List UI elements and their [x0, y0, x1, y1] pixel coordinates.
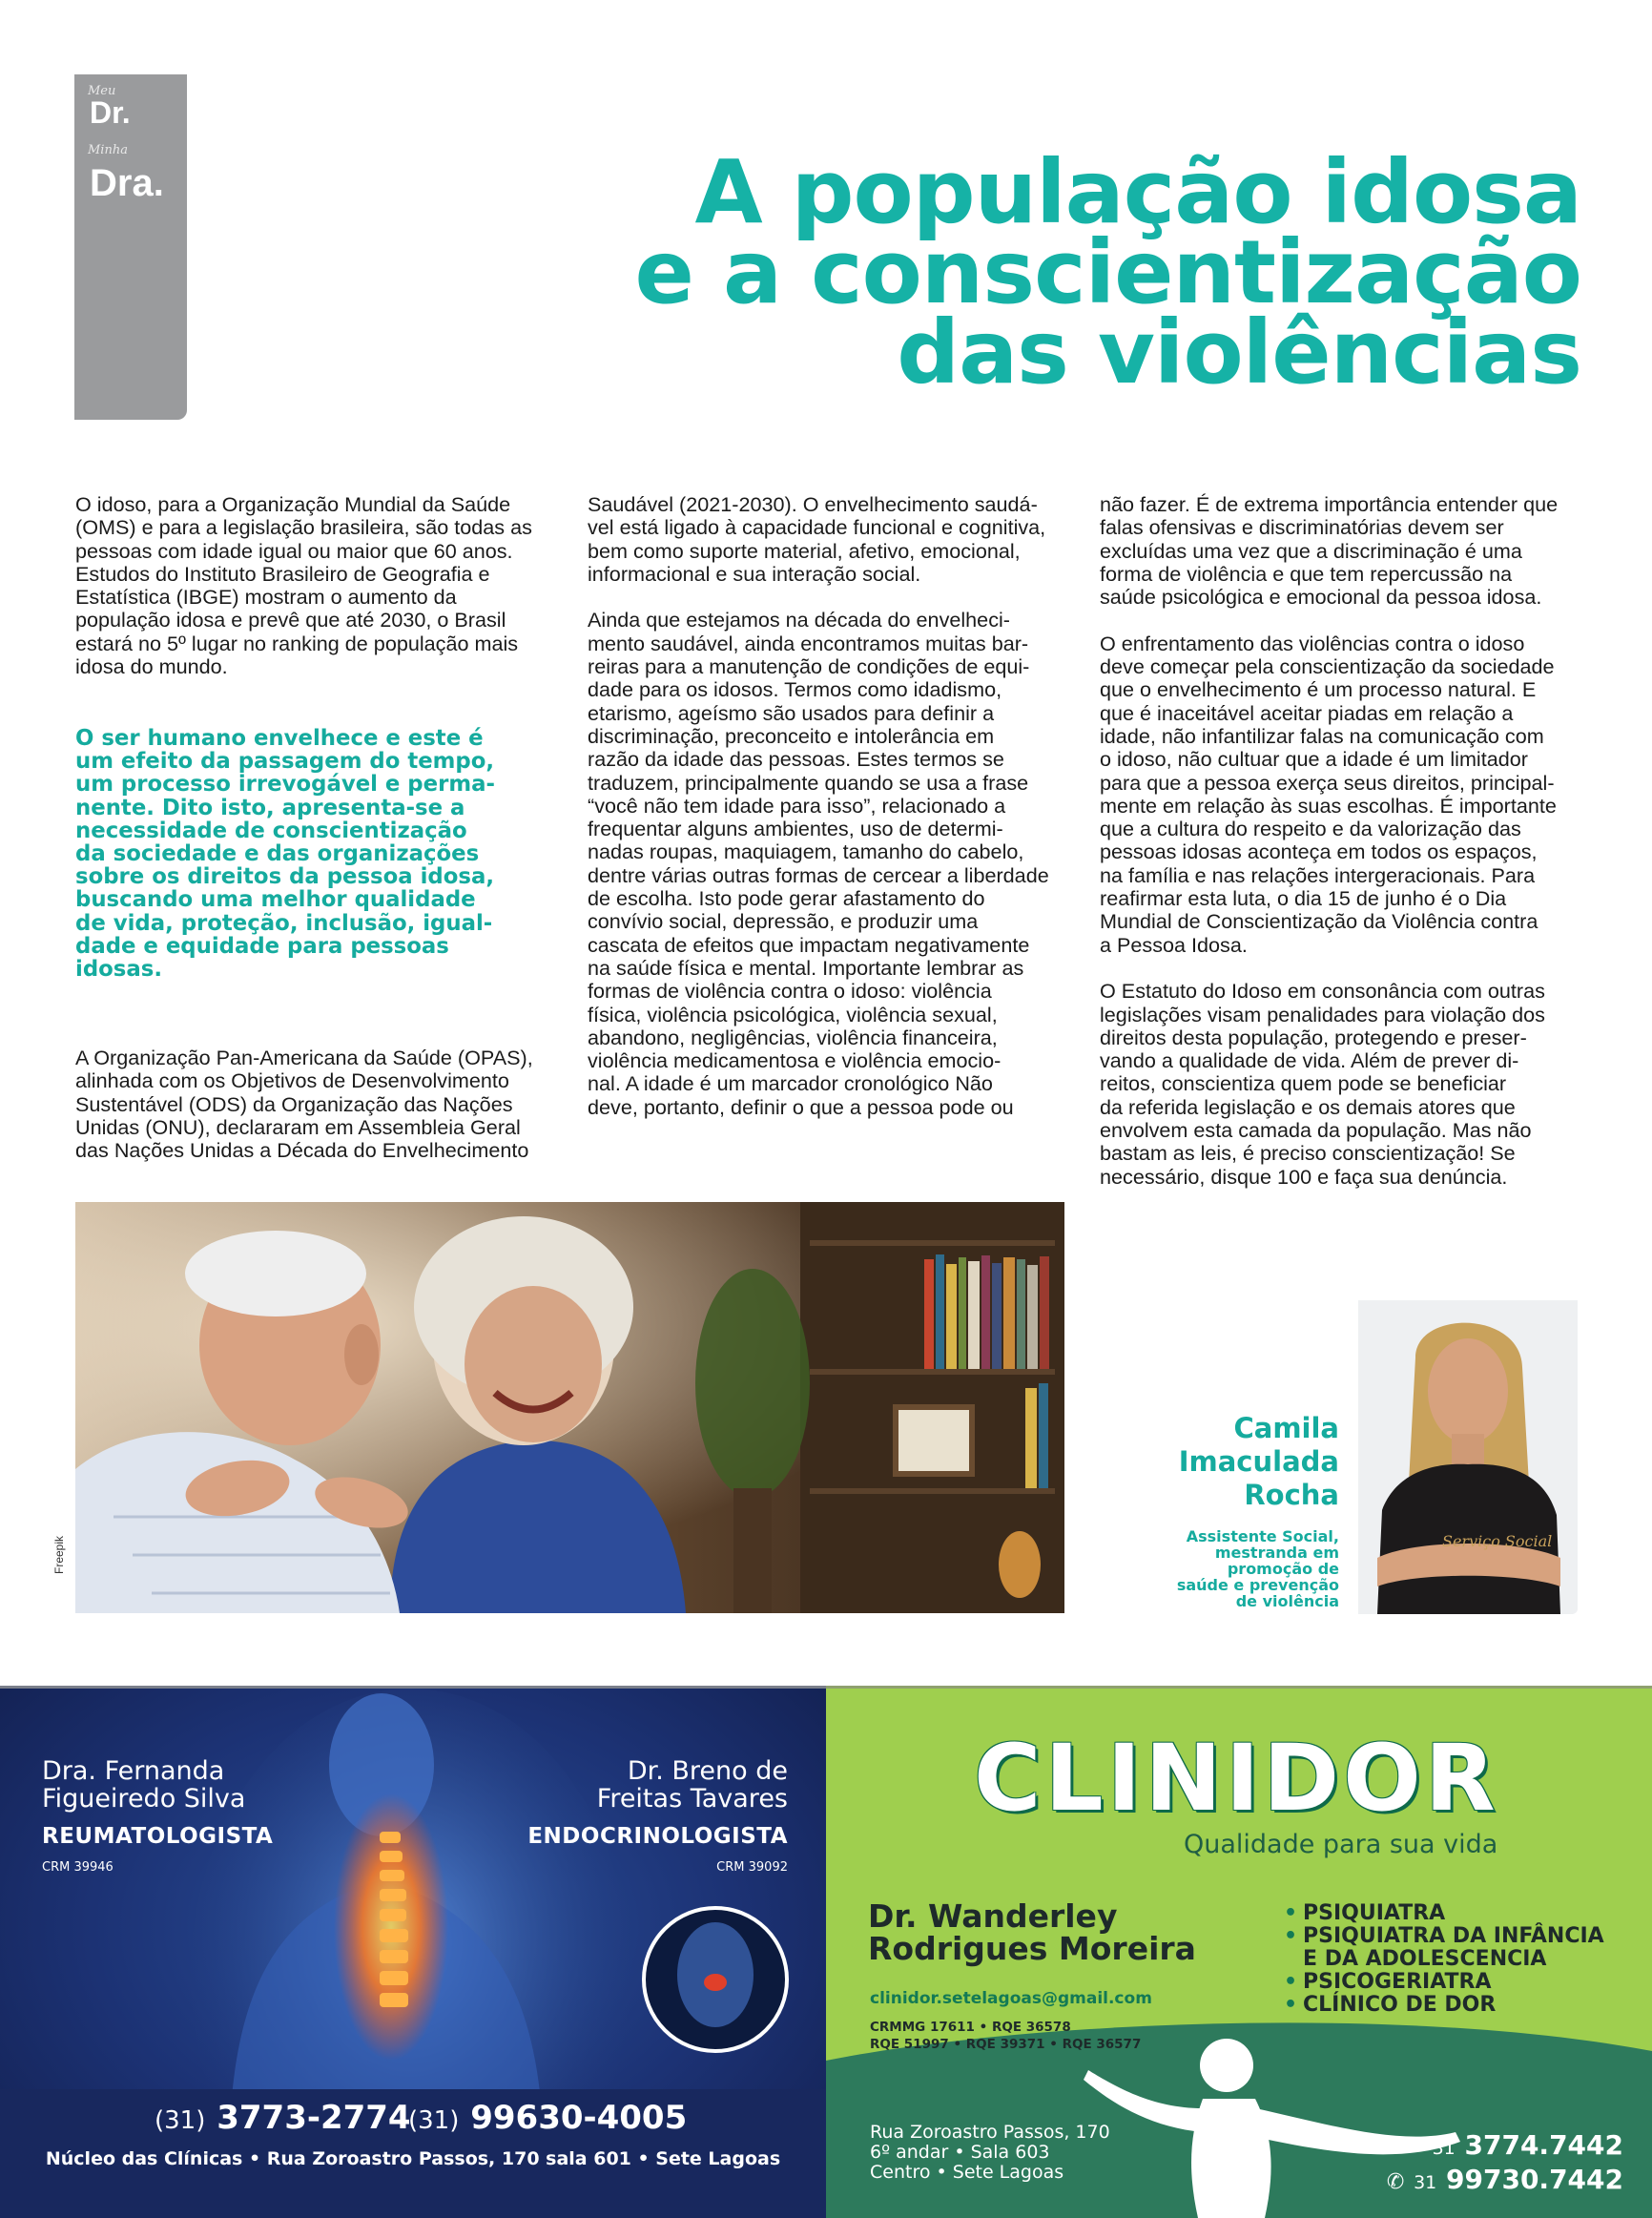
author-portrait	[1358, 1300, 1578, 1614]
specialty-item-continued	[1284, 1948, 1604, 1971]
author-role-line: Assistente Social,	[1186, 1527, 1339, 1545]
article-column-3	[1100, 493, 1558, 1189]
elderly-couple-illustration	[75, 1202, 1064, 1613]
ad-clinidor	[826, 1686, 1652, 2218]
clinidor-registration: CRMMG 17611 • RQE 36578	[870, 2020, 1071, 2035]
pull-quote-line: dade e equidade para pessoas	[75, 933, 449, 959]
phone-2-ddd: (31)	[408, 2106, 460, 2135]
text-line: dade para os idosos. Termos como idadismo,	[588, 677, 1002, 702]
article-column-2	[588, 492, 1049, 1119]
doctor2-name-line: Freitas Tavares	[596, 1784, 788, 1814]
article-column-1	[75, 493, 554, 678]
author-name-line: Camila	[1233, 1412, 1339, 1444]
specialty-label: PSIQUIATRA	[1303, 1901, 1446, 1925]
text-line: para que a pessoa exerça seus direitos, principal-	[1100, 770, 1555, 795]
author-role-line: saúde e prevenção	[1176, 1576, 1339, 1594]
text-line: abandono, negligências, violência financeira,	[588, 1025, 998, 1049]
ad-doctors-banner	[0, 1686, 826, 2218]
specialty-item: • PSIQUIATRA	[1284, 1901, 1446, 1925]
specialty-item: • PSICOGERIATRA	[1284, 1970, 1492, 1994]
clinidor-address-line: Centro • Sete Lagoas	[870, 2162, 1064, 2183]
text-line: reiras para a manutenção de condições de equi-	[588, 654, 1030, 679]
author-portrait-illustration	[1358, 1300, 1578, 1614]
pull-quote-line: da sociedade e das organizações	[75, 841, 480, 867]
text-line: saúde psicológica e emocional da pessoa idosa.	[1100, 585, 1542, 610]
title-line: A população idosa	[694, 141, 1581, 243]
text-line: vel está ligado à capacidade funcional e cognitiva,	[588, 515, 1046, 540]
text-line: idade, não infantilizar falas na comunicação com	[1100, 723, 1544, 748]
text-line: deve, portanto, definir o que a pessoa pode ou	[588, 1094, 1014, 1119]
text-line: reafirmar esta luta, o dia 15 de junho é o Dia	[1100, 886, 1507, 911]
title-line: e a conscientização	[634, 221, 1581, 323]
clinidor-phone-2-ddd: 31	[1414, 2172, 1437, 2193]
doctor2-crm: CRM 39092	[716, 1860, 788, 1875]
shirt-text: Serviço Social	[1442, 1532, 1553, 1550]
text-line: Ainda que estejamos na década do envelheci-	[588, 608, 1010, 632]
clinidor-email[interactable]: clinidor.setelagoas@gmail.com	[870, 1989, 1152, 2008]
elderly-couple-photo	[75, 1202, 1064, 1613]
text-line: cascata de efeitos que impactam negativamente	[588, 932, 1030, 957]
section-tab	[74, 74, 187, 420]
text-line: deve começar pela conscientização da sociedade	[1100, 654, 1555, 679]
text-line: discriminação, preconceito e intolerância em	[588, 723, 995, 748]
text-line: que a cultura do respeito e da valorização das	[1100, 817, 1521, 841]
phone-1[interactable]	[155, 2099, 411, 2137]
article-title	[534, 141, 1581, 404]
text-line: informacional e sua interação social.	[588, 561, 921, 586]
article-column-1-continued	[75, 1047, 554, 1162]
phone-2[interactable]	[408, 2099, 687, 2137]
text-line: razão da idade das pessoas. Estes termos se	[588, 747, 1004, 772]
pull-quote-line: de vida, proteção, inclusão, igual-	[75, 910, 493, 936]
clinidor-logo: CLINIDOR	[974, 1725, 1499, 1832]
text-line: física, violência psicológica, violência sexual,	[588, 1002, 998, 1026]
text-line: mente em relação às suas escolhas. É importante	[1100, 793, 1557, 818]
doctor2-name-line: Dr. Breno de	[627, 1756, 788, 1786]
text-line: pessoas idosas aconteça em todos os espaços,	[1100, 840, 1538, 864]
text-line: dentre várias outras formas de cercear a liberdade	[588, 862, 1049, 887]
clinidor-specialties	[1284, 1902, 1604, 2017]
photo-credit: Freepik	[52, 1535, 66, 1574]
text-line: reitos, conscientiza quem pode se beneficiar	[1100, 1071, 1507, 1096]
pull-quote-line: nente. Dito isto, apresenta-se a	[75, 795, 465, 820]
specialty-item: • PSIQUIATRA DA INFÂNCIA	[1284, 1924, 1604, 1948]
text-line: direitos desta população, protegendo e preser-	[1100, 1025, 1527, 1049]
text-line: excluídas uma vez que a discriminação é uma	[1100, 538, 1522, 563]
specialty-label: CLÍNICO DE DOR	[1303, 1993, 1497, 2017]
text-line: O idoso, para a Organização Mundial da Saúde	[75, 492, 511, 516]
doctor1-name	[42, 1757, 245, 1813]
doctor2-specialty: ENDOCRINOLOGISTA	[527, 1824, 788, 1849]
pull-quote-line: um processo irrevogável e perma-	[75, 772, 495, 798]
doctor-name-line: Rodrigues Moreira	[868, 1930, 1196, 1967]
text-line: Estudos do Instituto Brasileiro de Geografia e	[75, 561, 490, 586]
text-line: O enfrentamento das violências contra o idoso	[1100, 631, 1525, 655]
phone-1-number: 3773-2774	[217, 2099, 411, 2137]
text-line: A Organização Pan-Americana da Saúde (OPAS),	[75, 1046, 533, 1069]
text-line: população idosa e prevê que até 2030, o Brasil	[75, 608, 506, 632]
clinidor-address-line: 6º andar • Sala 603	[870, 2142, 1050, 2163]
text-line: (OMS) e para a legislação brasileira, são todas as	[75, 515, 532, 540]
phone-2-number: 99630-4005	[470, 2099, 688, 2137]
ad-address: Núcleo das Clínicas • Rua Zoroastro Passos, 170 sala 601 • Sete Lagoas	[45, 2148, 781, 2169]
author-role-line: promoção de	[1227, 1560, 1339, 1578]
text-line: nadas roupas, maquiagem, tamanho do cabelo,	[588, 840, 1024, 864]
text-line: que o envelhecimento é um processo natural. E	[1100, 677, 1537, 702]
clinidor-phone-1[interactable]	[1433, 2129, 1623, 2161]
text-line: envolvem esta camada da população. Mas não	[1100, 1118, 1532, 1143]
text-line: que é inaceitável aceitar piadas em relação a	[1100, 700, 1514, 725]
text-line: legislações visam penalidades para violação dos	[1100, 1002, 1545, 1026]
author-role-line: de violência	[1235, 1592, 1339, 1610]
text-line: na saúde física e mental. Importante lembrar as	[588, 955, 1024, 980]
text-line: “você não tem idade para isso”, relacionado a	[588, 793, 1006, 818]
tab-script-word-2: Minha	[88, 143, 128, 157]
text-line: pessoas com idade igual ou maior que 60 anos.	[75, 538, 513, 563]
text-line: não fazer. É de extrema importância entender que	[1100, 492, 1559, 516]
specialty-label: E DA ADOLESCENCIA	[1303, 1947, 1547, 1971]
text-line: frequentar alguns ambientes, uso de determi-	[588, 817, 1003, 841]
title-line: das violências	[897, 301, 1581, 404]
text-line: O Estatuto do Idoso em consonância com outras	[1100, 979, 1545, 1004]
pull-quote-line: necessidade de conscientização	[75, 818, 467, 843]
text-line: necessário, disque 100 e faça sua denúncia.	[1100, 1164, 1508, 1189]
clinidor-doctor-name	[868, 1897, 1196, 1967]
text-line: forma de violência e que tem repercussão na	[1100, 561, 1513, 586]
text-line: da referida legislação e os demais atores que	[1100, 1094, 1516, 1119]
author-name-line: Rocha	[1244, 1479, 1339, 1511]
paragraph	[75, 493, 554, 678]
text-line: etarismo, ageísmo são usados para definir a	[588, 700, 995, 725]
text-line: na família e nas relações intergeracionais. Para	[1100, 862, 1536, 887]
pull-quote-line: sobre os direitos da pessoa idosa,	[75, 864, 495, 890]
text-line: Saudável (2021-2030). O envelhecimento saudá-	[588, 492, 1038, 516]
text-line: estará no 5º lugar no ranking de população mais	[75, 631, 519, 655]
specialty-item: • CLÍNICO DE DOR	[1284, 1993, 1497, 2017]
doctor1-name-line: Dra. Fernanda	[42, 1756, 225, 1786]
clinidor-registration: RQE 51997 • RQE 39371 • RQE 36577	[870, 2037, 1142, 2052]
text-line: de escolha. Isto pode gerar afastamento do	[588, 886, 985, 911]
author-name	[1097, 1412, 1339, 1512]
tab-dr-label: Dr.	[90, 95, 131, 130]
text-line: a Pessoa Idosa.	[1100, 932, 1248, 957]
doctor1-crm: CRM 39946	[42, 1860, 114, 1875]
text-line: Sustentável (ODS) da Organização das Nações	[75, 1091, 513, 1116]
text-line: falas ofensivas e discriminatórias devem ser	[1100, 515, 1504, 540]
tab-dra-label: Dra.	[90, 162, 164, 204]
pull-quote-line: buscando uma melhor qualidade	[75, 887, 476, 913]
text-line: convívio social, depressão, e produzir uma	[588, 909, 979, 934]
text-line: Mundial de Conscientização da Violência contra	[1100, 909, 1538, 934]
pull-quote-line: um efeito da passagem do tempo,	[75, 749, 495, 775]
text-line: Estatística (IBGE) mostram o aumento da	[75, 585, 457, 610]
text-line: mento saudável, ainda encontramos muitas bar-	[588, 631, 1029, 655]
phone-1-ddd: (31)	[155, 2106, 206, 2135]
text-line: bem como suporte material, afetivo, emocional,	[588, 538, 1021, 563]
doctor1-specialty: REUMATOLOGISTA	[42, 1824, 274, 1849]
text-line: alinhada com os Objetivos de Desenvolvimento	[75, 1068, 509, 1093]
whatsapp-icon: ✆	[1386, 2170, 1405, 2194]
text-line: das Nações Unidas a Década do Envelhecimento	[75, 1138, 529, 1163]
author-role	[1106, 1528, 1339, 1609]
author-name-line: Imaculada	[1178, 1445, 1339, 1478]
clinidor-phone-2[interactable]	[1387, 2164, 1623, 2195]
clinidor-address-line: Rua Zoroastro Passos, 170	[870, 2122, 1110, 2143]
clinidor-tagline: Qualidade para sua vida	[1184, 1830, 1498, 1859]
text-line: o idoso, não cultuar que a idade é um limitador	[1100, 747, 1528, 772]
specialty-label: PSIQUIATRA DA INFÂNCIA	[1303, 1924, 1604, 1948]
text-line: violência medicamentosa e violência emocio-	[588, 1048, 1002, 1073]
clinidor-phone-1-number: 3774.7442	[1464, 2129, 1623, 2161]
doctor2-name	[597, 1757, 788, 1813]
tab-script-word-1: Meu	[88, 84, 116, 98]
text-line: formas de violência contra o idoso: violência	[588, 979, 992, 1004]
doctor1-name-line: Figueiredo Silva	[42, 1784, 246, 1814]
text-line: bastam as leis, é preciso conscientização! Se	[1100, 1141, 1516, 1166]
pull-quote-line: O ser humano envelhece e este é	[75, 726, 484, 751]
text-line: idosa do mundo.	[75, 654, 228, 679]
specialty-label: PSICOGERIATRA	[1303, 1970, 1492, 1994]
author-role-line: mestranda em	[1214, 1544, 1339, 1562]
text-line: nal. A idade é um marcador cronológico Não	[588, 1071, 993, 1096]
text-line: vando a qualidade de vida. Além de prever di-	[1100, 1048, 1519, 1073]
pull-quote	[75, 727, 543, 981]
doctor-name-line: Dr. Wanderley	[868, 1897, 1118, 1935]
text-line: traduzem, principalmente quando se usa a frase	[588, 770, 1029, 795]
clinidor-phone-2-number: 99730.7442	[1446, 2164, 1623, 2195]
pull-quote-line: idosas.	[75, 957, 162, 983]
text-line: Unidas (ONU), declararam em Assembleia Geral	[75, 1114, 521, 1139]
clinidor-phone-1-ddd: 31	[1432, 2138, 1456, 2159]
